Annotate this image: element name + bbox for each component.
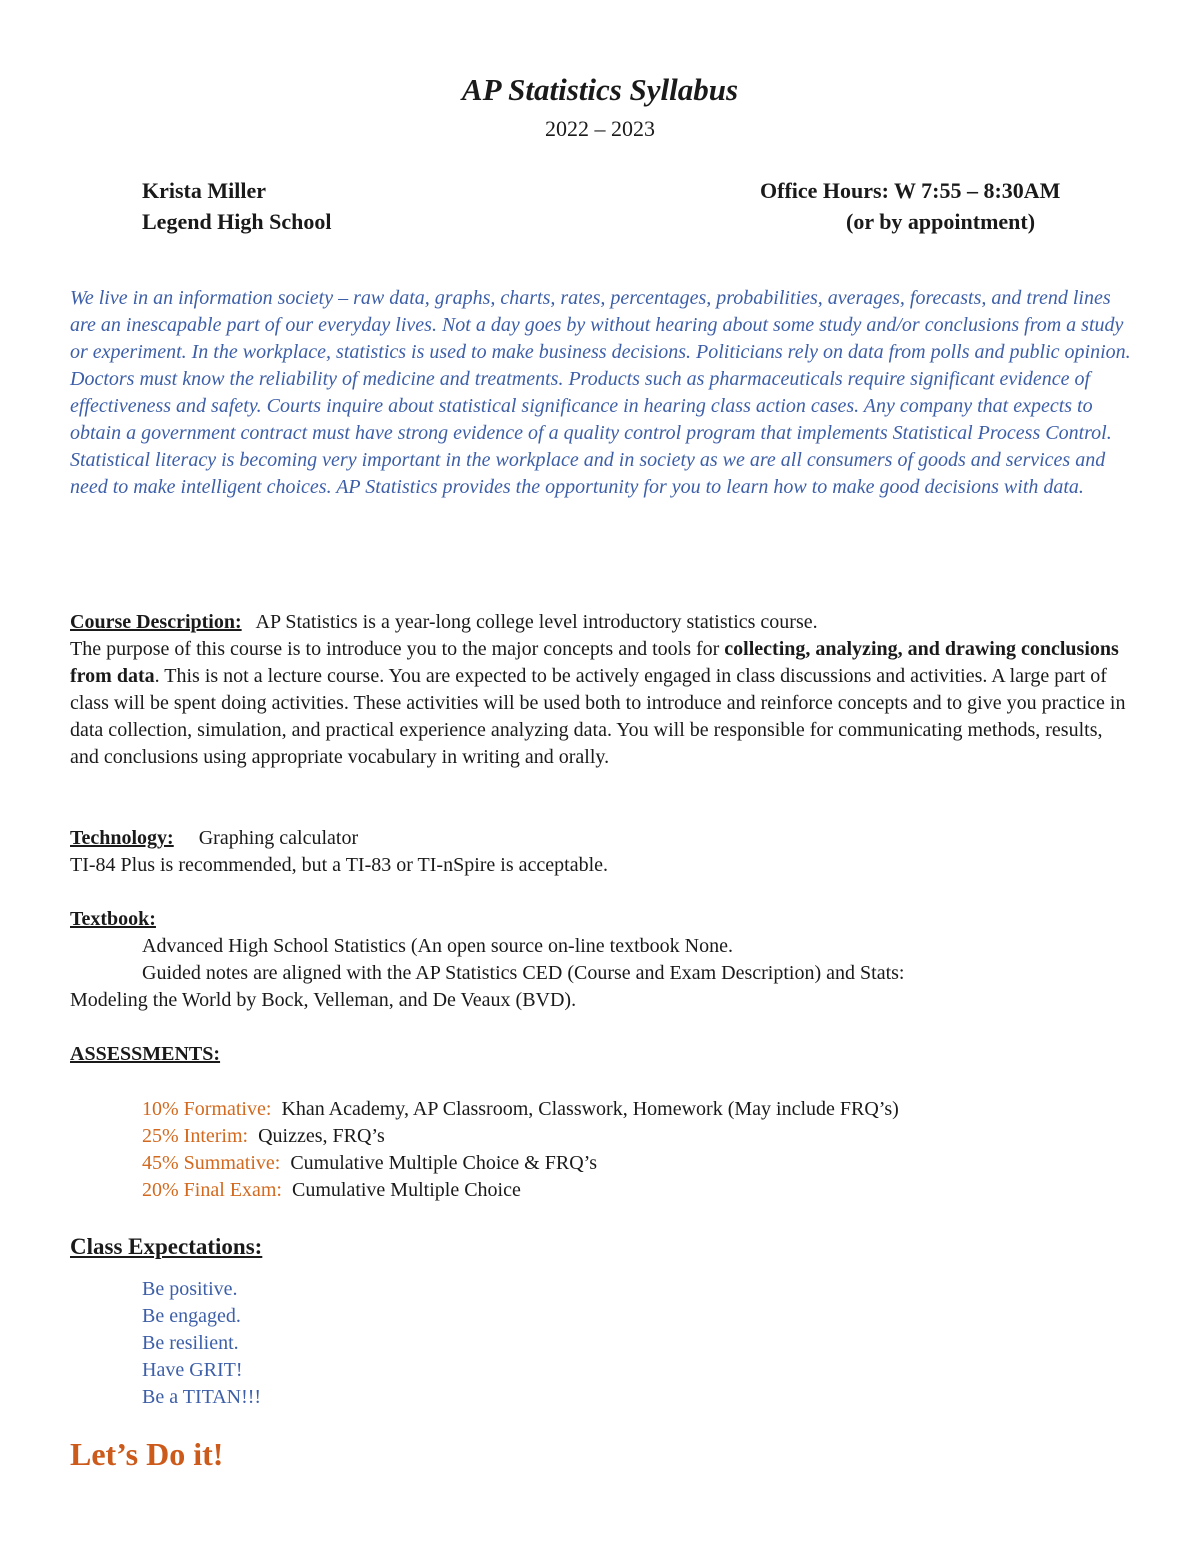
assessment-item [142, 1096, 899, 1123]
assessments-label: ASSESSMENTS: [70, 1043, 221, 1065]
school-name: Legend High School [142, 209, 332, 234]
assessment-desc: Cumulative Multiple Choice & FRQ’s [290, 1152, 597, 1174]
course-description-label: Course Description: [70, 611, 242, 633]
assessment-desc: Khan Academy, AP Classroom, Classwork, Homework (May include FRQ’s) [281, 1098, 899, 1120]
assessment-item [142, 1150, 899, 1177]
course-description-line1: AP Statistics is a year-long college level introductory statistics course. [255, 611, 818, 633]
expectation-item: Have GRIT! [142, 1359, 243, 1381]
course-description-section [70, 609, 1135, 771]
office-hours: Office Hours: W 7:55 – 8:30AM [760, 178, 1061, 203]
textbook-line2: Guided notes are aligned with the AP Statistics CED (Course and Exam Description) and Stats: [142, 962, 905, 984]
intro-paragraph: We live in an information society – raw data, graphs, charts, rates, percentages, probabilities, averages, forecasts, and trend lines are an inescapable part of our everyday lives. Not a day goes by without hearing about some study and/or conclusions from a study or experiment. In the workplace, statistics is used to make business decisions. Politicians rely on data from polls and public opinion. Doctors must know the reliability of medicine and treatments. Products such as pharmaceuticals require significant evidence of effectiveness and safety. Courts inquire about statistical significance in hearing class action cases. Any company that expects to obtain a government contract must have strong evidence of a quality control program that implements Statistical Process Control. Statistical literacy is becoming very important in the workplace and in society as we are all consumers of goods and services and need to make intelligent choices. AP Statistics provides the opportunity for you to learn how to make good decisions with data. [70, 287, 1131, 498]
appointment-note: (or by appointment) [846, 209, 1036, 234]
assessments-heading [70, 1041, 1135, 1068]
course-description-bold: collecting, analyzing, and drawing conclusions from data [70, 638, 1119, 687]
expectation-item: Be engaged. [142, 1305, 241, 1327]
expectations-label: Class Expectations: [70, 1234, 263, 1259]
technology-value: Graphing calculator [198, 827, 359, 849]
assessment-weight: 20% Final Exam: [142, 1179, 282, 1201]
assessment-weight: 45% Summative: [142, 1152, 281, 1174]
assessment-weight: 10% Formative: [142, 1098, 272, 1120]
expectation-item: Be positive. [142, 1278, 238, 1300]
textbook-label: Textbook: [70, 908, 156, 930]
teacher-name: Krista Miller [142, 178, 267, 203]
course-description-text: The purpose of this course is to introduce you to the major concepts and tools for [70, 638, 725, 660]
textbook-line1: Advanced High School Statistics (An open source on-line textbook None. [142, 935, 733, 957]
expectations-list [142, 1276, 261, 1411]
assessment-desc: Quizzes, FRQ’s [258, 1125, 385, 1147]
expectation-item: Be resilient. [142, 1332, 239, 1354]
technology-label: Technology: [70, 827, 174, 849]
school-year: 2022 – 2023 [545, 116, 655, 141]
technology-section [70, 825, 1135, 879]
course-description-paragraph [70, 636, 1135, 771]
textbook-section [70, 906, 1135, 1014]
closing-line: Let’s Do it! [70, 1436, 224, 1472]
assessment-desc: Cumulative Multiple Choice [291, 1179, 521, 1201]
assessments-list [142, 1096, 899, 1204]
assessment-item [142, 1123, 899, 1150]
page-title: AP Statistics Syllabus [461, 72, 739, 107]
textbook-line3: Modeling the World by Bock, Velleman, and De Veaux (BVD). [70, 989, 577, 1011]
technology-note: TI-84 Plus is recommended, but a TI-83 or TI-nSpire is acceptable. [70, 854, 608, 876]
assessment-item [142, 1177, 899, 1204]
course-description-text-rest: . This is not a lecture course. You are expected to be actively engaged in class discussions and activities. A large part of class will be spent doing activities. These activities will be used both to introduce and reinforce concepts and to give you practice in data collection, simulation, and practical experience analyzing data. You will be responsible for communicating methods, results, and conclusions using appropriate vocabulary in writing and orally. [70, 665, 1126, 768]
assessment-weight: 25% Interim: [142, 1125, 249, 1147]
expectation-item: Be a TITAN!!! [142, 1386, 262, 1408]
expectations-heading [70, 1233, 1135, 1260]
